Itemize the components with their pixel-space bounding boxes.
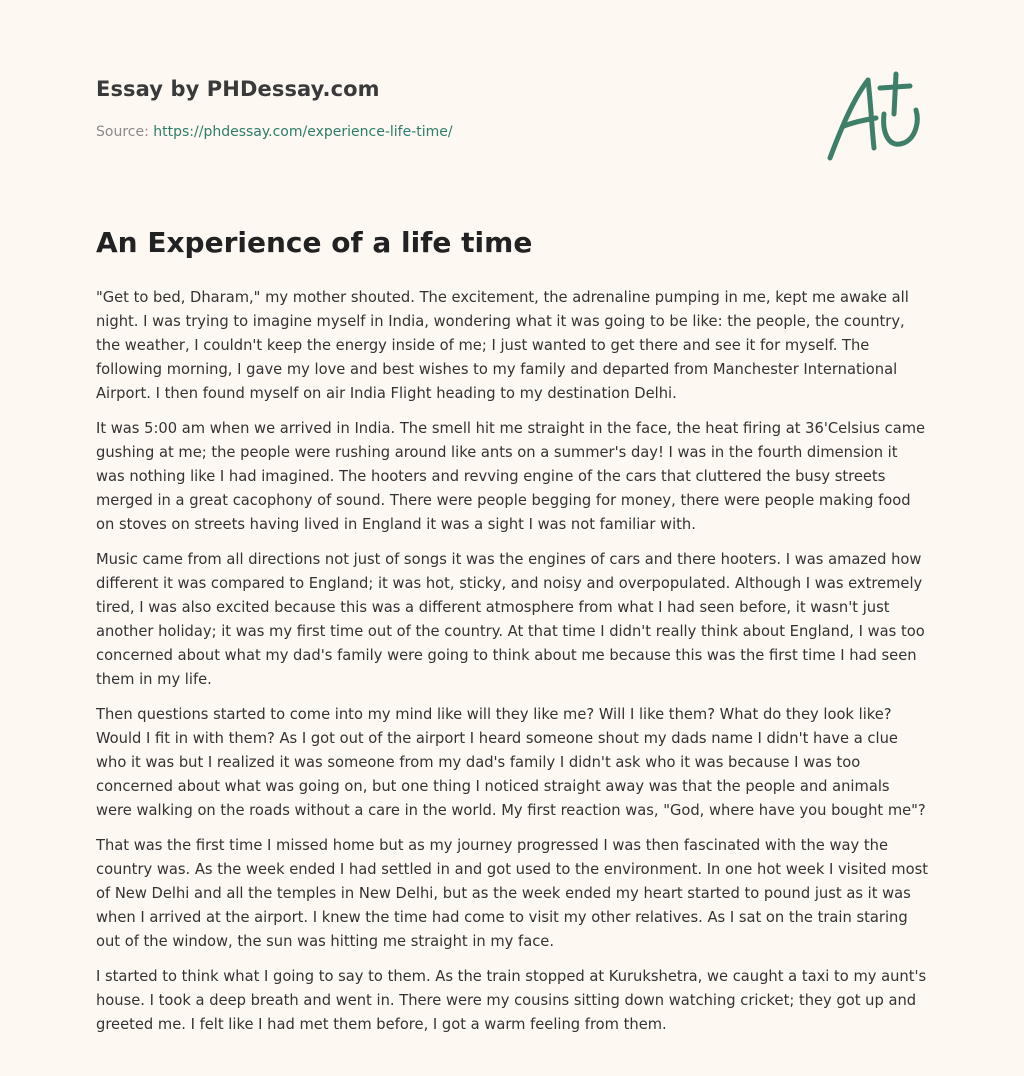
site-brand: Essay by PHDessay.com [96,77,380,101]
essay-paragraph: I started to think what I going to say to them. As the train stopped at Kurukshetra, we caught a taxi to my aunt's house. I took a deep breath and went in. There were my cousins sitting down watching cricket; they got up and greeted me. I felt like I had met them before, I got a warm feeling from them. [96,968,927,1033]
source-link[interactable]: https://phdessay.com/experience-life-time/ [153,124,453,140]
a-plus-icon [824,66,928,166]
source-line [96,124,453,140]
essay-paragraph: "Get to bed, Dharam," my mother shouted. The excitement, the adrenaline pumping in me, kept me awake all night. I was trying to imagine myself in India, wondering what it was going to be like: the people, the country, the weather, I couldn't keep the energy inside of me; I just wanted to get there and see it for myself. The following morning, I gave my love and best wishes to my family and departed from Manchester International Airport. I then found myself on air India Flight heading to my destination Delhi. [96,289,909,402]
essay-paragraph: Then questions started to come into my mind like will they like me? Will I like them? What do they look like? Would I fit in with them? As I got out of the airport I heard someone shout my dads name I didn't have a clue who it was but I realized it was someone from my dad's family I didn't ask who it was because I was too concerned about what was going on, but one thing I noticed straight away was that the people and animals were walking on the roads without a care in the world. My first reaction was, "God, where have you bought me"? [96,706,926,819]
essay-paragraph: Music came from all directions not just of songs it was the engines of cars and there hooters. I was amazed how different it was compared to England; it was hot, sticky, and noisy and overpopulated. Although I was extremely tired, I was also excited because this was a different atmosphere from what I had seen before, it wasn't just another holiday; it was my first time out of the country. At that time I didn't really think about England, I was too concerned about what my dad's family were going to think about me because this was the first time I had seen them in my life. [96,551,925,688]
essay-body [96,286,928,1048]
essay-paragraph: That was the first time I missed home but as my journey progressed I was then fascinated with the way the country was. As the week ended I had settled in and got used to the environment. In one hot week I visited most of New Delhi and all the temples in New Delhi, but as the week ended my heart started to pound just as it was when I arrived at the airport. I knew the time had come to visit my other relatives. As I sat on the train staring out of the window, the sun was hitting me straight in my face. [96,837,928,950]
essay-paragraph: It was 5:00 am when we arrived in India. The smell hit me straight in the face, the heat firing at 36'Celsius came gushing at me; the people were rushing around like ants on a summer's day! I was in the fourth dimension it was nothing like I had imagined. The hooters and revving engine of the cars that cluttered the busy streets merged in a great cacophony of sound. There were people begging for money, there were people making food on stoves on streets having lived in England it was a sight I was not familiar with. [96,420,926,533]
source-label: Source: [96,124,154,140]
essay-title: An Experience of a life time [96,226,533,259]
